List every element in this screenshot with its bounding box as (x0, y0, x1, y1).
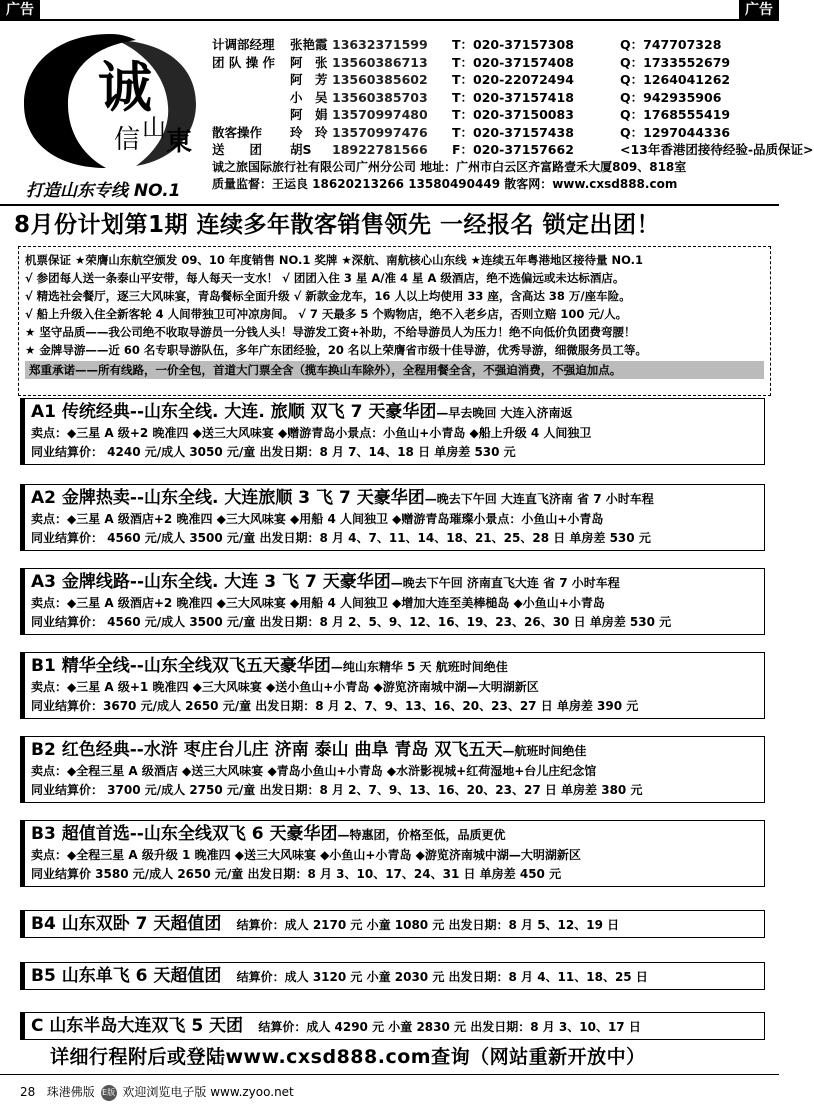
route-subtitle: —晚去下午回 济南直飞大连 省 7 小时车程 (390, 576, 620, 590)
contact-role (212, 89, 290, 107)
route-card-short[interactable] (20, 910, 765, 938)
contact-name: 玲 玲 (290, 124, 328, 140)
footer-text: 欢迎浏览电子版 www.zyoo.net (122, 1085, 294, 1099)
route-card[interactable] (20, 652, 765, 719)
contact-list (212, 36, 814, 194)
logo-char-3: 山 (142, 114, 166, 142)
route-title-main: A2 金牌热卖--山东全线. 大连旅顺 3 飞 7 天豪华团 (31, 488, 425, 508)
contact-phone: 13632371599 (332, 37, 428, 52)
route-price: 同业结算价： 4560 元/成人 3500 元/童 出发日期：8 月 2、5、9、12、16、19、23、26、30 日 单房差 530 元 (31, 615, 672, 629)
route-card-short[interactable] (20, 962, 765, 990)
contact-qq: Q：942935906 (620, 89, 722, 105)
contact-phone: 13570997480 (332, 107, 428, 122)
promo-footer: 郑重承诺——所有线路，一价全包，首道大门票全含（揽车换山车除外），全程用餐全含，不强迫消费，不强迫加点。 (25, 361, 764, 379)
contact-tel: T：020-37150083 (452, 107, 574, 122)
route-card-short[interactable] (20, 1012, 765, 1040)
route-price: 同业结算价： 3700 元/成人 2750 元/童 出发日期：8 月 2、7、9、13、16、20、23、27 日 单房差 380 元 (31, 783, 643, 797)
contact-phone: 13560385703 (332, 89, 428, 105)
contact-tel: F：020-37157662 (452, 142, 574, 157)
contact-row (212, 54, 772, 72)
contact-qq: Q：1297044336 (620, 124, 731, 140)
publication-name: 珠港佛版 (46, 1085, 95, 1099)
route-subtitle: —纯山东精华 5 天 航班时间绝佳 (330, 660, 508, 674)
route-price: 同业结算价：3670 元/成人 2650 元/童 出发日期：8 月 2、7、9、13、16、20、23、27 日 单房差 390 元 (31, 699, 639, 713)
contact-role: 计调部经理 (212, 37, 275, 52)
contact-name: 阿 娟 (290, 107, 328, 122)
route-price: 同业结算价： 4560 元/成人 3500 元/童 出发日期：8 月 4、7、11、14、18、21、25、28 日 单房差 530 元 (31, 531, 651, 545)
route-title (31, 739, 758, 762)
route-features: 卖点：◆三星 A 级酒店+2 晚准四 ◆三大风味宴 ◆用船 4 人间独卫 ◆赠游青岛璀璨小景点：小鱼山+小青岛 (31, 512, 604, 526)
page-footer (0, 1074, 779, 1109)
contact-tel: T：020-37157418 (452, 89, 574, 105)
quality-line: 质量监督：王运良 18620213266 13580490449 散客网：www.cxsd888.com (212, 177, 678, 191)
contact-name: 张艳霞 (290, 37, 328, 52)
route-price: 结算价：成人 3120 元 小童 2030 元 出发日期：8 月 4、11、18、25 日 (236, 970, 648, 984)
contact-phone: 13560386713 (332, 54, 428, 70)
route-title (31, 655, 758, 678)
contact-qq: Q：1768555419 (620, 107, 731, 122)
headline: 8月份计划第1期 连续多年散客销售领先 一经报名 锁定出团！ (14, 212, 661, 238)
top-rule (0, 19, 779, 21)
promo-row: √ 船上升级入住全新客轮 4 人间带独卫可冲凉房间。 √ 7 天最多 5 个购物店，绝不入老乡店，否则立赔 100 元/人。 (25, 307, 628, 321)
route-title-main: B2 红色经典--水浒 枣庄台儿庄 济南 泰山 曲阜 青岛 双飞五天 (31, 740, 503, 760)
route-features: 卖点：◆全程三星 A 级升级 1 晚准四 ◆送三大风味宴 ◆小鱼山+小青岛 ◆游览济南城中湖—大明湖新区 (31, 848, 581, 862)
contact-role: 散客操作 (212, 124, 263, 140)
contact-phone: 13560385602 (332, 72, 428, 87)
contact-role: 送 团 (212, 142, 263, 157)
route-features: 卖点：◆三星 A 级酒店+2 晚准四 ◆三大风味宴 ◆用船 4 人间独卫 ◆增加大连至美棒槌岛 ◆小鱼山+小青岛 (31, 596, 605, 610)
bottom-cta: 详细行程附后或登陆www.cxsd888.com查询（网站重新开放中） (50, 1046, 646, 1068)
contact-name: 小 吴 (290, 89, 328, 105)
route-subtitle: —航班时间绝佳 (502, 744, 587, 758)
route-title (31, 401, 758, 424)
contact-row (212, 124, 772, 142)
route-card[interactable] (20, 820, 765, 887)
logo-slogan: 打造山东专线 NO.1 (26, 181, 181, 201)
logo-char-4: 東 (166, 127, 193, 157)
route-card[interactable] (20, 398, 765, 465)
contact-tel: T：020-37157408 (452, 54, 574, 70)
promo-row: 机票保证 ★荣膺山东航空颁发 09、10 年度销售 NO.1 奖牌 ★深航、南航核心山东线 ★连续五年粤港地区接待量 NO.1 (25, 253, 643, 267)
route-title-main: A3 金牌线路--山东全线. 大连 3 飞 7 天豪华团 (31, 572, 391, 592)
route-subtitle: —晚去下午回 大连直飞济南 省 7 小时车程 (424, 492, 654, 506)
promo-row: ★ 坚守品质——我公司绝不收取导游员一分钱人头！导游发工资+补助，不给导游员人为压力！绝不向低价负团费弯腰！ (25, 325, 636, 339)
route-title (31, 487, 758, 510)
edition-badge-icon: E版 (101, 1085, 117, 1101)
contact-role (212, 106, 290, 124)
route-title-main: B1 精华全线--山东全线双飞五天豪华团 (31, 656, 331, 676)
contact-row (212, 106, 772, 124)
route-card[interactable] (20, 736, 765, 803)
contact-tel: T：020-22072494 (452, 72, 574, 87)
route-price: 同业结算价： 4240 元/成人 3050 元/童 出发日期：8 月 7、14、18 日 单房差 530 元 (31, 445, 516, 459)
promo-row: √ 精选社会餐厅，逐三大风味宴，青岛餐标全面升级 √ 新款金龙车，16 人以上均使用 33 座，含高达 38 万/座车险。 (25, 289, 631, 303)
contact-row (212, 141, 814, 159)
route-subtitle: —特惠团，价格至低，品质更优 (337, 828, 506, 842)
contact-role: 团 队 操 作 (212, 54, 276, 70)
route-title (31, 571, 758, 594)
logo-mark (18, 26, 203, 176)
contact-qq: Q：1264041262 (620, 72, 731, 87)
route-card[interactable] (20, 484, 765, 551)
promo-row: ★ 金牌导游——近 60 名专职导游队伍，多年广东团经验，20 名以上荣膺省市级十佳导游，优秀导游，细微服务员工等。 (25, 343, 647, 357)
route-features: 卖点：◆三星 A 级+1 晚准四 ◆三大风味宴 ◆送小鱼山+小青岛 ◆游览济南城中湖—大明湖新区 (31, 680, 539, 694)
page-number: 28 (20, 1085, 36, 1099)
contact-row (212, 36, 772, 54)
contact-qq: Q：747707328 (620, 37, 722, 52)
route-title-main: A1 传统经典--山东全线. 大连. 旅顺 双飞 7 天豪华团 (31, 402, 437, 422)
contact-name: 阿 芳 (290, 72, 328, 87)
route-title-main: B3 超值首选--山东全线双飞 6 天豪华团 (31, 824, 338, 844)
contact-phone: 18922781566 (332, 142, 428, 157)
promo-row: √ 参团每人送一条泰山平安带，每人每天一支水！ √ 团团入住 3 星 A/准 4 星 A 级酒店，绝不选偏远或未达标酒店。 (25, 271, 625, 285)
route-price: 结算价：成人 2170 元 小童 1080 元 出发日期：8 月 5、12、19 日 (236, 918, 620, 932)
contact-name: 阿 张 (290, 54, 328, 70)
contact-row (212, 89, 772, 107)
contact-row (212, 71, 772, 89)
contact-role (212, 71, 290, 89)
logo-char-2: 信 (114, 125, 141, 155)
route-title: C 山东半岛大连双飞 5 天团 (31, 1016, 244, 1036)
route-title: B5 山东单飞 6 天超值团 (31, 966, 222, 986)
contact-name: 胡S (290, 142, 312, 157)
route-price: 结算价：成人 4290 元 小童 2830 元 出发日期：8 月 3、10、17 日 (258, 1020, 641, 1034)
contact-qq: Q：1733552679 (620, 54, 731, 70)
contact-qq: <13年香港团接待经验-品质保证> (620, 142, 814, 157)
route-features: 卖点：◆三星 A 级+2 晚准四 ◆送三大风味宴 ◆赠游青岛小景点：小鱼山+小青岛 ◆船上升级 4 人间独卫 (31, 426, 592, 440)
ad-label-left: 广告 (0, 0, 40, 20)
route-subtitle: —早去晚回 大连入济南返 (436, 406, 573, 420)
logo-char-1: 诚 (98, 55, 152, 119)
route-title (31, 823, 758, 846)
company-logo (18, 26, 203, 201)
company-line: 诚之旅国际旅行社有限公司广州分公司 地址：广州市白云区齐富路壹禾大厦809、818室 (212, 159, 687, 174)
ad-label-right: 广告 (739, 0, 779, 20)
route-price: 同业结算价 3580 元/成人 2650 元/童 出发日期：8 月 3、10、17、24、31 日 单房差 450 元 (31, 867, 562, 881)
contact-phone: 13570997476 (332, 124, 428, 140)
promo-box (18, 246, 771, 396)
contact-tel: T：020-37157438 (452, 124, 574, 140)
route-card[interactable] (20, 568, 765, 635)
contact-tel: T：020-37157308 (452, 37, 574, 52)
route-title: B4 山东双卧 7 天超值团 (31, 914, 222, 934)
route-features: 卖点：◆全程三星 A 级酒店 ◆送三大风味宴 ◆青岛小鱼山+小青岛 ◆水浒影视城+红荷湿地+台儿庄纪念馆 (31, 764, 597, 778)
